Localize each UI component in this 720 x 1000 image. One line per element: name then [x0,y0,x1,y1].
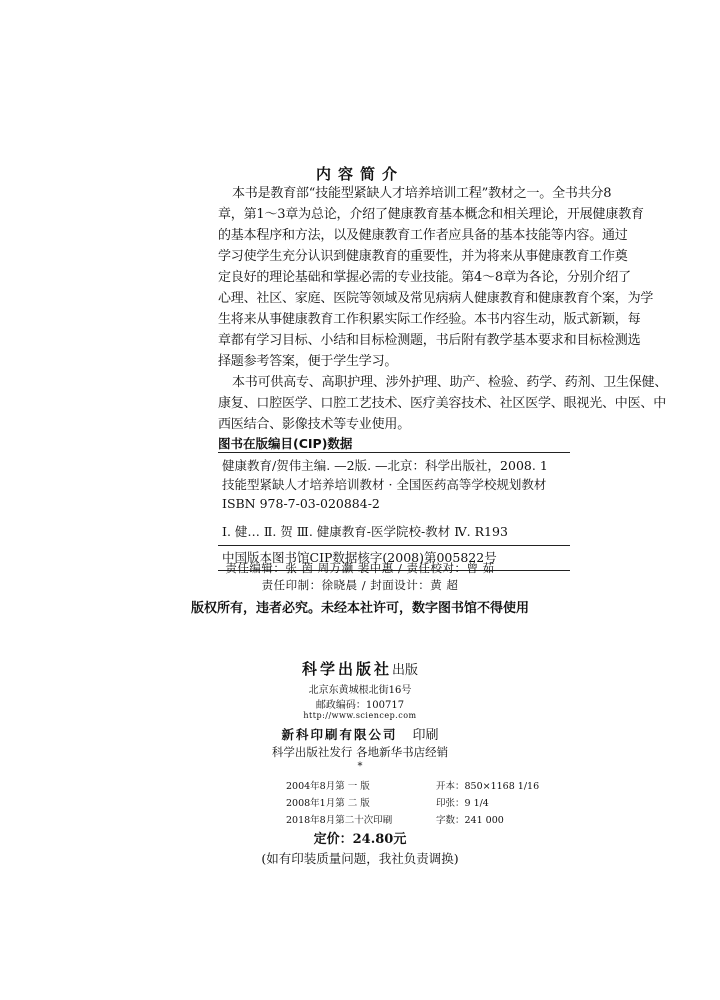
cip-line: 技能型紧缺人才培养培训教材 · 全国医药高等学校规划教材 [222,477,547,492]
cip-record: 中国版本图书馆CIP数据核字(2008)第005822号 [222,550,497,565]
edition-right: 字数：241 000 [436,815,504,826]
summary-line: 的基本程序和方法，以及健康教育工作者应具备的基本技能等内容。通过 [218,228,628,243]
edition-left: 2018年8月第二十次印刷 [286,815,393,826]
distribution: 科学出版社发行 各地新华书店经销 [271,745,449,759]
postcode: 邮政编码：100717 [315,700,405,711]
summary-line: 生将来从事健康教育工作积累实际工作经验。本书内容生动，版式新颖，每 [218,312,641,327]
publisher-url: http://www.sciencep.com [303,711,417,720]
cip-line: 健康教育/贺伟主编. —2版. —北京：科学出版社，2008. 1 [222,458,548,473]
printer-logo: 新科印刷有限公司 [281,727,398,742]
summary-line: 西医结合、影像技术等专业使用。 [218,417,411,432]
editors-line [0,577,720,593]
edition-right: 印张：9 1/4 [436,798,489,809]
cip-isbn: ISBN 978-7-03-020884-2 [222,496,380,511]
summary-line: 学习使学生充分认识到健康教育的重要性，并为将来从事健康教育工作奠 [218,249,628,264]
summary-line: 本书可供高专、高职护理、涉外护理、助产、检验、药学、药剂、卫生保健、 [232,375,668,390]
summary-line: 康复、口腔医学、口腔工艺技术、医疗美容技术、社区医学、眼视光、中医、中 [218,396,667,411]
editors-line1: 责任编辑：张 茵 周万灏 裴中惠 / 责任校对：曾 茹 [225,561,495,575]
publisher-suffix: 出版 [392,663,419,678]
price: 定价：24.80元 [313,832,407,847]
publisher-logo: 科学出版社 [301,660,392,678]
publisher-address: 北京东黄城根北街16号 [308,685,412,696]
rights-notice: 版权所有，违者必究。未经本社许可，数字图书馆不得使用 [190,601,529,616]
summary-line: 心理、社区、家庭、医院等领域及常见病病人健康教育和健康教育个案，为学 [218,291,654,306]
edition-row [286,812,556,826]
printer-suffix: 印刷 [412,728,439,743]
summary-line: 章都有学习目标、小结和目标检测题，书后附有教学基本要求和目标检测选 [218,333,641,348]
cip-top-rule [218,452,570,453]
edition-row [286,795,556,809]
star-separator: * [357,761,363,772]
edition-left: 2008年1月第 二 版 [286,798,370,809]
summary-line: 定良好的理论基础和掌握必需的专业技能。第4～8章为各论，分别介绍了 [218,270,631,285]
printer-line [0,724,720,743]
edition-right: 开本：850×1168 1/16 [436,781,540,792]
quality-note: (如有印装质量问题，我社负责调换) [261,851,459,866]
cip-middle-rule [218,545,570,546]
cip-classification: Ⅰ. 健… Ⅱ. 贺 Ⅲ. 健康教育-医学院校-教材 Ⅳ. R193 [222,524,508,539]
edition-row [286,778,556,792]
cip-heading: 图书在版编目(CIP)数据 [218,436,353,451]
summary-title: 内容简介 [315,165,404,183]
summary-line: 本书是教育部“技能型紧缺人才培养培训工程”教材之一。全书共分8 [232,186,612,201]
summary-line: 章，第1～3章为总论，介绍了健康教育基本概念和相关理论，开展健康教育 [218,207,644,222]
editors-line [0,560,720,576]
publisher-line [0,658,720,679]
summary-line: 择题参考答案，便于学生学习。 [218,354,398,369]
editors-line2: 责任印制：徐晓晨 / 封面设计：黄 超 [261,578,459,592]
edition-left: 2004年8月第 一 版 [286,781,370,792]
